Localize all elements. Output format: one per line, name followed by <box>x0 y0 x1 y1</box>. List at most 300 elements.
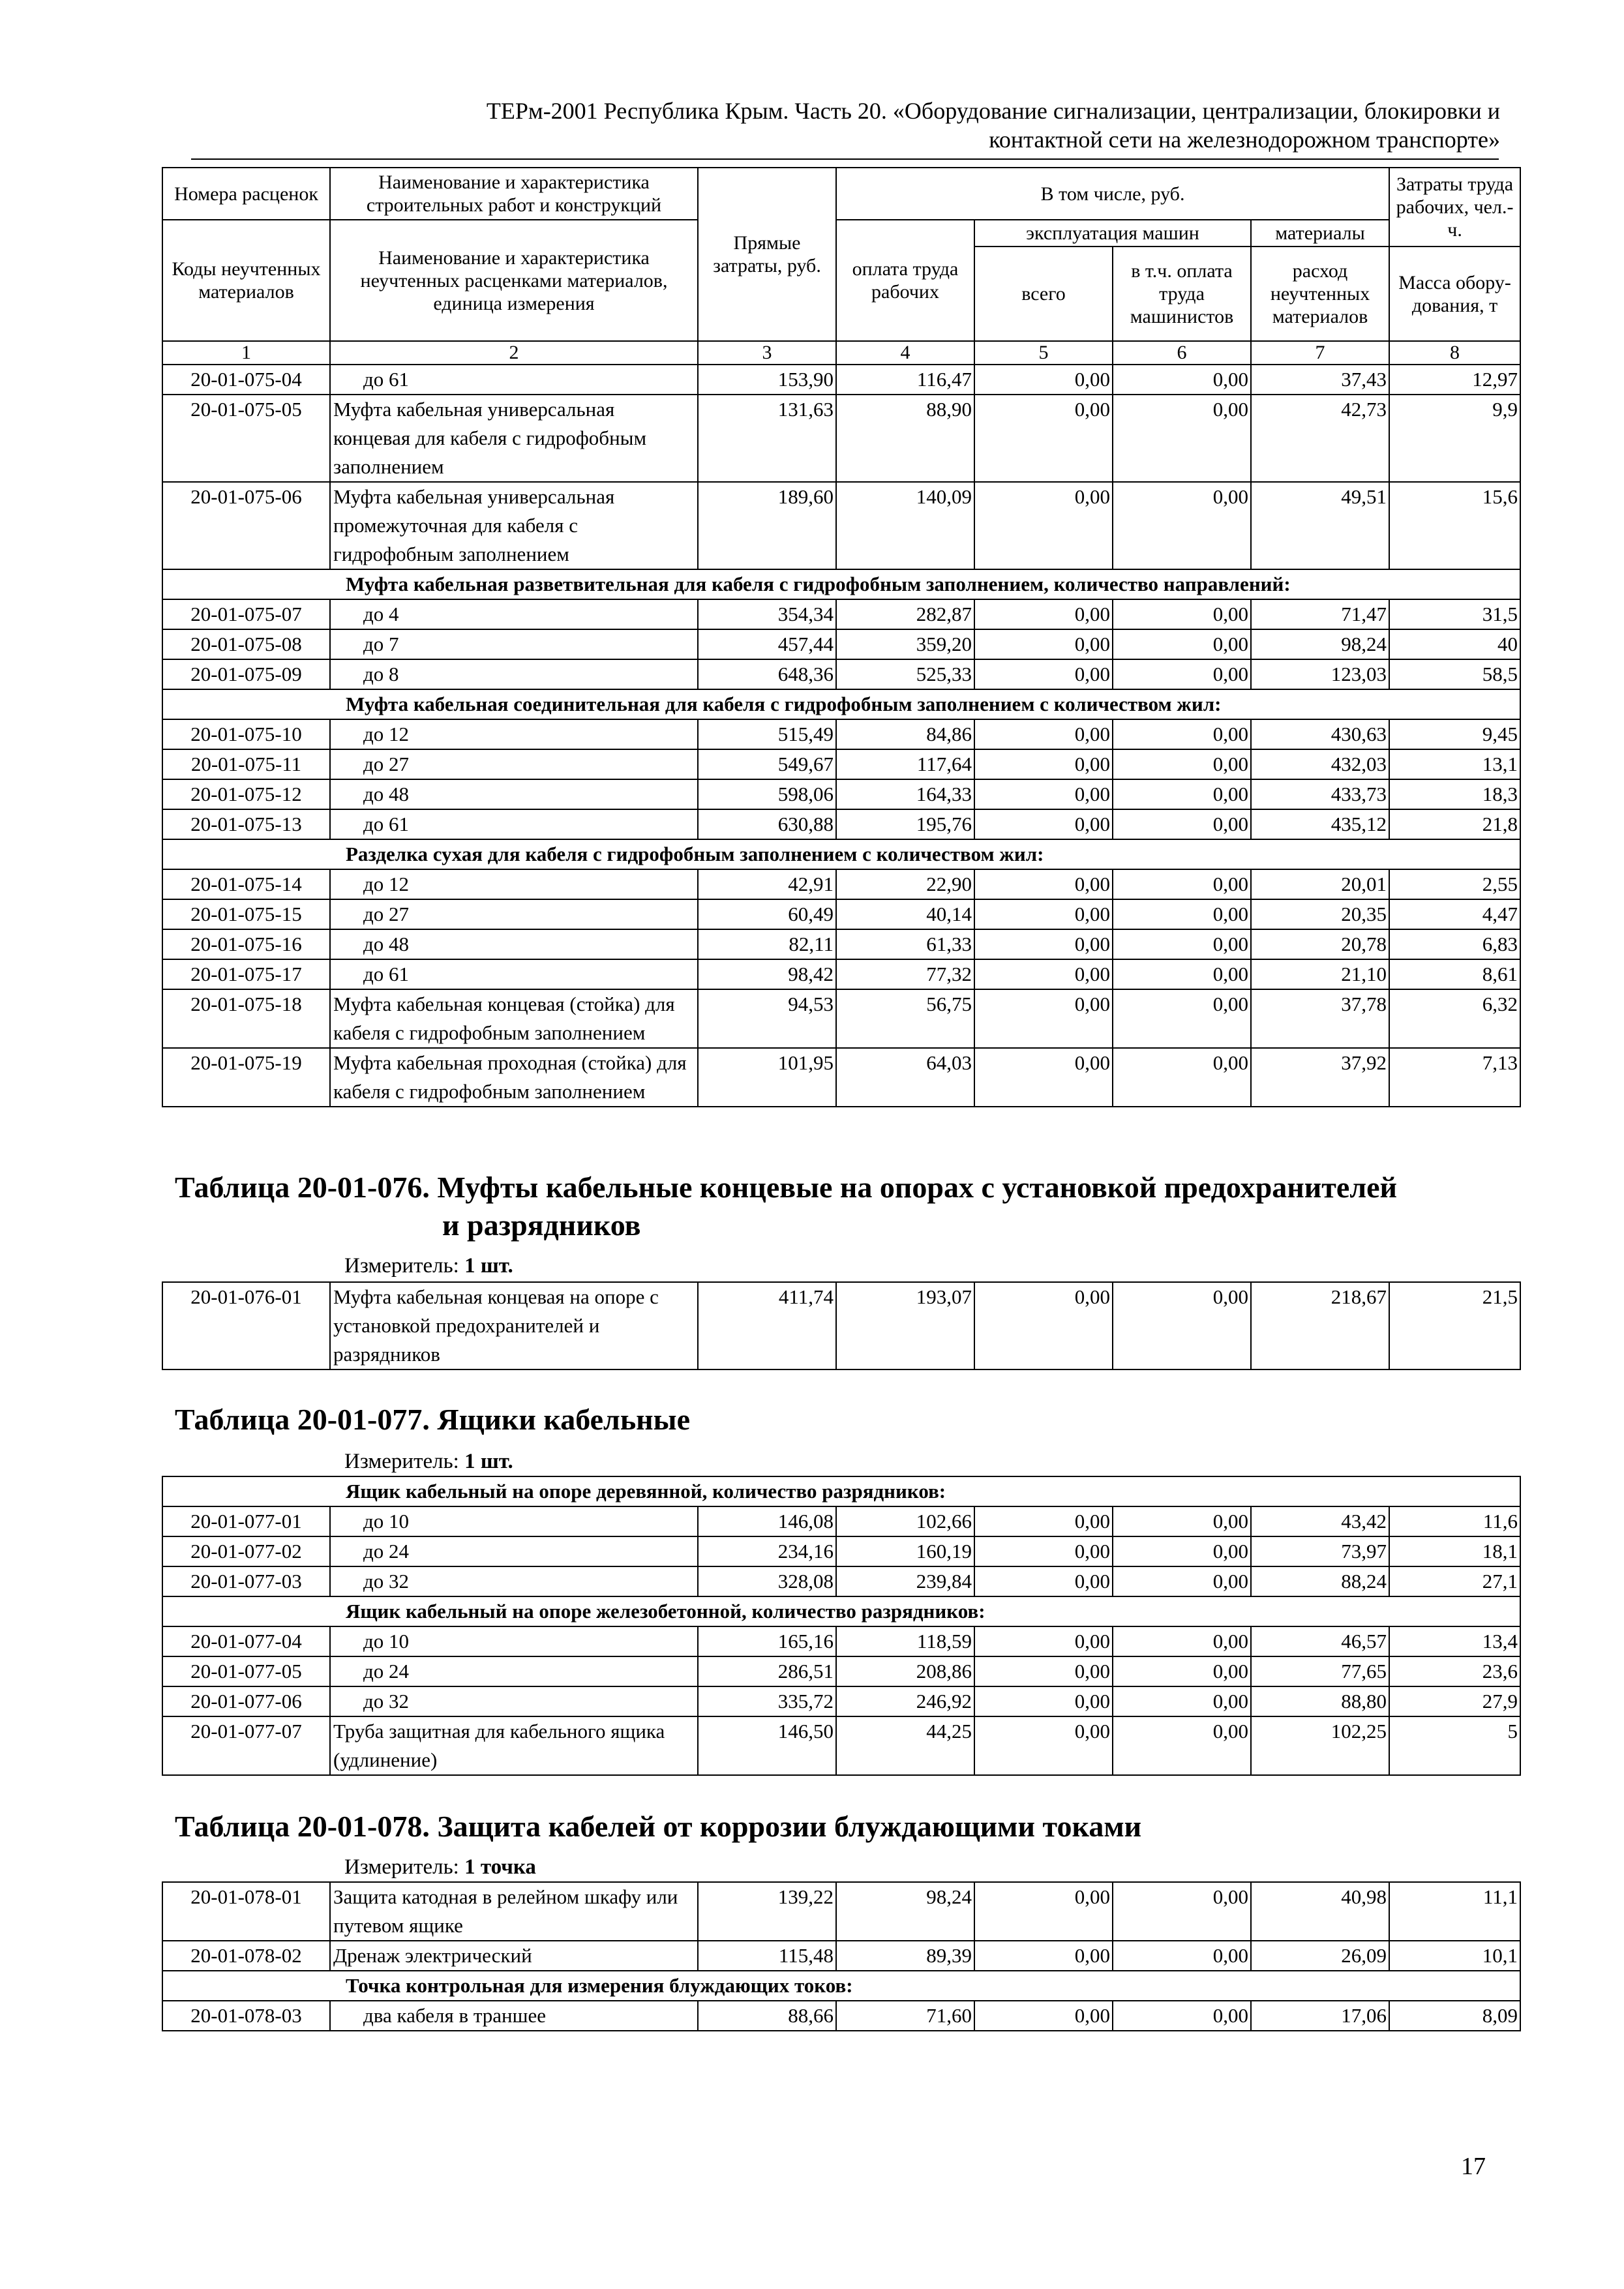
machine-costs: 0,00 <box>974 599 1113 629</box>
worker-wages: 117,64 <box>836 749 974 779</box>
direct-costs: 42,91 <box>698 869 836 899</box>
header-machines: эксплуатация машин <box>974 220 1251 247</box>
machine-costs: 0,00 <box>974 869 1113 899</box>
labor-hours: 40 <box>1389 629 1520 659</box>
worker-wages: 160,19 <box>836 1536 974 1566</box>
rate-code: 20-01-075-14 <box>162 869 330 899</box>
rate-row <box>162 1941 1520 1971</box>
direct-costs: 630,88 <box>698 809 836 839</box>
rates-table-076 <box>162 1281 1521 1370</box>
worker-wages: 246,92 <box>836 1686 974 1716</box>
rate-name: Муфта кабельная концевая (стойка) для кабеля с гидрофобным заполнением <box>330 989 698 1048</box>
machine-costs: 0,00 <box>974 899 1113 929</box>
direct-costs: 153,90 <box>698 365 836 395</box>
materials-costs: 435,12 <box>1251 809 1389 839</box>
materials-costs: 20,78 <box>1251 929 1389 959</box>
materials-costs: 42,73 <box>1251 395 1389 482</box>
rate-code: 20-01-075-06 <box>162 482 330 569</box>
rate-code: 20-01-077-01 <box>162 1506 330 1536</box>
labor-hours: 2,55 <box>1389 869 1520 899</box>
group-heading-row <box>162 1971 1520 2001</box>
machine-costs: 0,00 <box>974 1656 1113 1686</box>
rate-row <box>162 1048 1520 1107</box>
rate-name: до 48 <box>330 929 698 959</box>
table-076-title-line1: Таблица 20-01-076. Муфты кабельные концевые на опорах с установкой предохранителей <box>175 1171 1398 1204</box>
direct-costs: 131,63 <box>698 395 836 482</box>
group-heading-row <box>162 1476 1520 1506</box>
labor-hours: 7,13 <box>1389 1048 1520 1107</box>
machine-costs: 0,00 <box>974 809 1113 839</box>
group-heading: Муфта кабельная разветвительная для кабеля с гидрофобным заполнением, количество направлений: <box>162 569 1520 599</box>
worker-wages: 71,60 <box>836 2001 974 2031</box>
rate-code: 20-01-075-16 <box>162 929 330 959</box>
machinist-wages: 0,00 <box>1113 809 1251 839</box>
machinist-wages: 0,00 <box>1113 629 1251 659</box>
direct-costs: 335,72 <box>698 1686 836 1716</box>
rate-name: Муфта кабельная универсальная концевая для кабеля с гидрофобным заполнением <box>330 395 698 482</box>
worker-wages: 89,39 <box>836 1941 974 1971</box>
materials-costs: 43,42 <box>1251 1506 1389 1536</box>
rate-name: до 12 <box>330 869 698 899</box>
direct-costs: 94,53 <box>698 989 836 1048</box>
rate-code: 20-01-075-15 <box>162 899 330 929</box>
machine-costs: 0,00 <box>974 1566 1113 1596</box>
materials-costs: 102,25 <box>1251 1716 1389 1775</box>
rate-name: до 24 <box>330 1536 698 1566</box>
rate-row <box>162 482 1520 569</box>
worker-wages: 195,76 <box>836 809 974 839</box>
materials-costs: 430,63 <box>1251 719 1389 749</box>
materials-costs: 20,35 <box>1251 899 1389 929</box>
materials-costs: 88,80 <box>1251 1686 1389 1716</box>
machinist-wages: 0,00 <box>1113 599 1251 629</box>
labor-hours: 18,3 <box>1389 779 1520 809</box>
materials-costs: 88,24 <box>1251 1566 1389 1596</box>
index-cell: 4 <box>836 341 974 365</box>
rate-code: 20-01-078-02 <box>162 1941 330 1971</box>
worker-wages: 359,20 <box>836 629 974 659</box>
labor-hours: 58,5 <box>1389 659 1520 689</box>
worker-wages: 77,32 <box>836 959 974 989</box>
header-material-codes: Коды неучтенных материалов <box>162 220 330 341</box>
header-materials-use: расход неучтенных материалов <box>1251 247 1389 341</box>
header-direct-costs: Прямые затраты, руб. <box>698 168 836 341</box>
header-labor-costs: Затраты труда рабочих, чел.-ч. <box>1389 168 1520 247</box>
worker-wages: 116,47 <box>836 365 974 395</box>
machine-costs: 0,00 <box>974 719 1113 749</box>
machine-costs: 0,00 <box>974 1941 1113 1971</box>
machine-costs: 0,00 <box>974 1686 1113 1716</box>
header-row-2 <box>162 220 1520 247</box>
machine-costs: 0,00 <box>974 395 1113 482</box>
rate-name: до 61 <box>330 809 698 839</box>
header-equipment-mass: Масса обору-дования, т <box>1389 247 1520 341</box>
rate-row <box>162 959 1520 989</box>
direct-costs: 82,11 <box>698 929 836 959</box>
labor-hours: 27,1 <box>1389 1566 1520 1596</box>
machine-costs: 0,00 <box>974 659 1113 689</box>
machinist-wages: 0,00 <box>1113 1566 1251 1596</box>
rate-row <box>162 1686 1520 1716</box>
rate-row <box>162 1506 1520 1536</box>
direct-costs: 98,42 <box>698 959 836 989</box>
rate-code: 20-01-077-04 <box>162 1626 330 1656</box>
machinist-wages: 0,00 <box>1113 1626 1251 1656</box>
table-076-title <box>175 1169 1512 1244</box>
direct-costs: 139,22 <box>698 1882 836 1941</box>
rate-code: 20-01-077-03 <box>162 1566 330 1596</box>
rate-name: до 32 <box>330 1686 698 1716</box>
labor-hours: 9,45 <box>1389 719 1520 749</box>
machinist-wages: 0,00 <box>1113 989 1251 1048</box>
labor-hours: 31,5 <box>1389 599 1520 629</box>
rate-name: до 12 <box>330 719 698 749</box>
rate-row <box>162 1716 1520 1775</box>
worker-wages: 56,75 <box>836 989 974 1048</box>
materials-costs: 20,01 <box>1251 869 1389 899</box>
rate-code: 20-01-077-06 <box>162 1686 330 1716</box>
group-heading: Ящик кабельный на опоре железобетонной, количество разрядников: <box>162 1596 1520 1626</box>
labor-hours: 27,9 <box>1389 1686 1520 1716</box>
labor-hours: 12,97 <box>1389 365 1520 395</box>
group-heading: Ящик кабельный на опоре деревянной, количество разрядников: <box>162 1476 1520 1506</box>
machine-costs: 0,00 <box>974 989 1113 1048</box>
worker-wages: 22,90 <box>836 869 974 899</box>
header-work-name: Наименование и характеристика строительных работ и конструкций <box>330 168 698 220</box>
group-heading: Точка контрольная для измерения блуждающих токов: <box>162 1971 1520 2001</box>
rate-name: до 27 <box>330 749 698 779</box>
machinist-wages: 0,00 <box>1113 1882 1251 1941</box>
labor-hours: 13,1 <box>1389 749 1520 779</box>
rate-name: Защита катодная в релейном шкафу или путевом ящике <box>330 1882 698 1941</box>
rate-code: 20-01-075-04 <box>162 365 330 395</box>
rate-name: до 61 <box>330 959 698 989</box>
machinist-wages: 0,00 <box>1113 719 1251 749</box>
rate-name: до 24 <box>330 1656 698 1686</box>
header-machines-total: всего <box>974 247 1113 341</box>
direct-costs: 60,49 <box>698 899 836 929</box>
machine-costs: 0,00 <box>974 482 1113 569</box>
materials-costs: 17,06 <box>1251 2001 1389 2031</box>
rate-code: 20-01-076-01 <box>162 1282 330 1369</box>
machine-costs: 0,00 <box>974 1882 1113 1941</box>
rate-row <box>162 719 1520 749</box>
worker-wages: 193,07 <box>836 1282 974 1369</box>
labor-hours: 21,5 <box>1389 1282 1520 1369</box>
direct-costs: 88,66 <box>698 2001 836 2031</box>
direct-costs: 115,48 <box>698 1941 836 1971</box>
machinist-wages: 0,00 <box>1113 1506 1251 1536</box>
worker-wages: 40,14 <box>836 899 974 929</box>
rate-row <box>162 929 1520 959</box>
group-heading-row <box>162 689 1520 719</box>
header-rate-numbers: Номера расценок <box>162 168 330 220</box>
direct-costs: 189,60 <box>698 482 836 569</box>
worker-wages: 44,25 <box>836 1716 974 1775</box>
rate-row <box>162 1536 1520 1566</box>
table-076-title-line2: и разрядников <box>442 1208 641 1242</box>
machine-costs: 0,00 <box>974 1282 1113 1369</box>
rate-name: до 32 <box>330 1566 698 1596</box>
header-materials: материалы <box>1251 220 1389 247</box>
rate-code: 20-01-077-02 <box>162 1536 330 1566</box>
worker-wages: 140,09 <box>836 482 974 569</box>
worker-wages: 525,33 <box>836 659 974 689</box>
table-077-measure <box>344 1448 513 1475</box>
rate-code: 20-01-078-03 <box>162 2001 330 2031</box>
machinist-wages: 0,00 <box>1113 899 1251 929</box>
rate-code: 20-01-075-11 <box>162 749 330 779</box>
worker-wages: 208,86 <box>836 1656 974 1686</box>
machine-costs: 0,00 <box>974 1048 1113 1107</box>
rate-name: до 8 <box>330 659 698 689</box>
machinist-wages: 0,00 <box>1113 1282 1251 1369</box>
machinist-wages: 0,00 <box>1113 779 1251 809</box>
running-head-line1: ТЕРм-2001 Республика Крым. Часть 20. «Оборудование сигнализации, централизации, блокировки и <box>486 98 1500 124</box>
rate-row <box>162 779 1520 809</box>
group-heading-row <box>162 569 1520 599</box>
materials-costs: 26,09 <box>1251 1941 1389 1971</box>
labor-hours: 6,32 <box>1389 989 1520 1048</box>
rate-row <box>162 749 1520 779</box>
machinist-wages: 0,00 <box>1113 1716 1251 1775</box>
materials-costs: 433,73 <box>1251 779 1389 809</box>
measure-label: Измеритель: <box>344 1254 459 1278</box>
machinist-wages: 0,00 <box>1113 749 1251 779</box>
rate-code: 20-01-075-19 <box>162 1048 330 1107</box>
materials-costs: 218,67 <box>1251 1282 1389 1369</box>
worker-wages: 282,87 <box>836 599 974 629</box>
rate-name: Дренаж электрический <box>330 1941 698 1971</box>
rate-row <box>162 629 1520 659</box>
rate-name: до 48 <box>330 779 698 809</box>
rate-code: 20-01-075-10 <box>162 719 330 749</box>
direct-costs: 457,44 <box>698 629 836 659</box>
labor-hours: 10,1 <box>1389 1941 1520 1971</box>
index-cell: 2 <box>330 341 698 365</box>
index-cell: 5 <box>974 341 1113 365</box>
table-076-measure <box>344 1252 513 1279</box>
rate-row <box>162 1656 1520 1686</box>
rate-row <box>162 809 1520 839</box>
worker-wages: 98,24 <box>836 1882 974 1941</box>
rate-name: Труба защитная для кабельного ящика (удлинение) <box>330 1716 698 1775</box>
rates-table-077 <box>162 1476 1521 1776</box>
machinist-wages: 0,00 <box>1113 869 1251 899</box>
materials-costs: 37,92 <box>1251 1048 1389 1107</box>
rate-row <box>162 1282 1520 1369</box>
machinist-wages: 0,00 <box>1113 1656 1251 1686</box>
machinist-wages: 0,00 <box>1113 395 1251 482</box>
machine-costs: 0,00 <box>974 1536 1113 1566</box>
materials-costs: 37,78 <box>1251 989 1389 1048</box>
rate-code: 20-01-078-01 <box>162 1882 330 1941</box>
measure-label: Измеритель: <box>344 1855 459 1879</box>
rate-name: Муфта кабельная проходная (стойка) для кабеля с гидрофобным заполнением <box>330 1048 698 1107</box>
machine-costs: 0,00 <box>974 929 1113 959</box>
table-077-title: Таблица 20-01-077. Ящики кабельные <box>175 1403 690 1436</box>
measure-value: 1 шт. <box>464 1254 513 1278</box>
measure-label: Измеритель: <box>344 1450 459 1473</box>
labor-hours: 8,09 <box>1389 2001 1520 2031</box>
worker-wages: 102,66 <box>836 1506 974 1536</box>
labor-hours: 4,47 <box>1389 899 1520 929</box>
header-material-name: Наименование и характеристика неучтенных расценками материалов, единица измерения <box>330 220 698 341</box>
machinist-wages: 0,00 <box>1113 959 1251 989</box>
machine-costs: 0,00 <box>974 1506 1113 1536</box>
materials-costs: 432,03 <box>1251 749 1389 779</box>
machine-costs: 0,00 <box>974 629 1113 659</box>
machine-costs: 0,00 <box>974 2001 1113 2031</box>
header-machinist-wages: в т.ч. оплата труда машинистов <box>1113 247 1251 341</box>
labor-hours: 9,9 <box>1389 395 1520 482</box>
rate-name: до 7 <box>330 629 698 659</box>
machinist-wages: 0,00 <box>1113 482 1251 569</box>
labor-hours: 18,1 <box>1389 1536 1520 1566</box>
rate-code: 20-01-075-12 <box>162 779 330 809</box>
labor-hours: 11,1 <box>1389 1882 1520 1941</box>
labor-hours: 15,6 <box>1389 482 1520 569</box>
worker-wages: 118,59 <box>836 1626 974 1656</box>
worker-wages: 239,84 <box>836 1566 974 1596</box>
rate-name: до 27 <box>330 899 698 929</box>
running-head-line2: контактной сети на железнодорожном транспорте» <box>989 127 1500 153</box>
machine-costs: 0,00 <box>974 365 1113 395</box>
direct-costs: 648,36 <box>698 659 836 689</box>
labor-hours: 6,83 <box>1389 929 1520 959</box>
index-cell: 3 <box>698 341 836 365</box>
index-cell: 7 <box>1251 341 1389 365</box>
rate-row <box>162 365 1520 395</box>
rate-name: до 10 <box>330 1506 698 1536</box>
table-078-measure <box>344 1853 536 1881</box>
materials-costs: 49,51 <box>1251 482 1389 569</box>
direct-costs: 146,08 <box>698 1506 836 1536</box>
page-number: 17 <box>1461 2153 1486 2180</box>
direct-costs: 286,51 <box>698 1656 836 1686</box>
rate-code: 20-01-075-07 <box>162 599 330 629</box>
measure-value: 1 точка <box>464 1855 536 1879</box>
machinist-wages: 0,00 <box>1113 659 1251 689</box>
rate-row <box>162 1882 1520 1941</box>
measure-value: 1 шт. <box>464 1450 513 1473</box>
labor-hours: 8,61 <box>1389 959 1520 989</box>
direct-costs: 515,49 <box>698 719 836 749</box>
rates-table-075 <box>162 167 1521 1107</box>
rate-row <box>162 659 1520 689</box>
direct-costs: 101,95 <box>698 1048 836 1107</box>
index-cell: 6 <box>1113 341 1251 365</box>
materials-costs: 71,47 <box>1251 599 1389 629</box>
direct-costs: 328,08 <box>698 1566 836 1596</box>
rate-row <box>162 1566 1520 1596</box>
rate-name: до 10 <box>330 1626 698 1656</box>
index-cell: 8 <box>1389 341 1520 365</box>
machine-costs: 0,00 <box>974 959 1113 989</box>
machine-costs: 0,00 <box>974 1716 1113 1775</box>
rate-name: Муфта кабельная концевая на опоре с установкой предохранителей и разрядников <box>330 1282 698 1369</box>
group-heading: Муфта кабельная соединительная для кабеля с гидрофобным заполнением с количеством жил: <box>162 689 1520 719</box>
labor-hours: 13,4 <box>1389 1626 1520 1656</box>
materials-costs: 46,57 <box>1251 1626 1389 1656</box>
rate-code: 20-01-075-13 <box>162 809 330 839</box>
group-heading-row <box>162 1596 1520 1626</box>
direct-costs: 354,34 <box>698 599 836 629</box>
rates-table-078 <box>162 1881 1521 2031</box>
rate-name: до 4 <box>330 599 698 629</box>
rate-row <box>162 869 1520 899</box>
materials-costs: 77,65 <box>1251 1656 1389 1686</box>
worker-wages: 64,03 <box>836 1048 974 1107</box>
direct-costs: 234,16 <box>698 1536 836 1566</box>
rate-name: Муфта кабельная универсальная промежуточная для кабеля с гидрофобным заполнением <box>330 482 698 569</box>
table-078-title: Таблица 20-01-078. Защита кабелей от коррозии блуждающими токами <box>175 1810 1142 1843</box>
machine-costs: 0,00 <box>974 1626 1113 1656</box>
header-including: В том числе, руб. <box>836 168 1389 220</box>
materials-costs: 98,24 <box>1251 629 1389 659</box>
direct-costs: 598,06 <box>698 779 836 809</box>
machine-costs: 0,00 <box>974 749 1113 779</box>
direct-costs: 146,50 <box>698 1716 836 1775</box>
rate-name: два кабеля в траншее <box>330 2001 698 2031</box>
materials-costs: 73,97 <box>1251 1536 1389 1566</box>
rate-code: 20-01-075-09 <box>162 659 330 689</box>
machinist-wages: 0,00 <box>1113 1048 1251 1107</box>
worker-wages: 84,86 <box>836 719 974 749</box>
machinist-wages: 0,00 <box>1113 2001 1251 2031</box>
group-heading: Разделка сухая для кабеля с гидрофобным заполнением с количеством жил: <box>162 839 1520 869</box>
worker-wages: 61,33 <box>836 929 974 959</box>
machinist-wages: 0,00 <box>1113 929 1251 959</box>
rate-name: до 61 <box>330 365 698 395</box>
running-head <box>215 97 1500 154</box>
rate-row <box>162 1626 1520 1656</box>
labor-hours: 11,6 <box>1389 1506 1520 1536</box>
direct-costs: 165,16 <box>698 1626 836 1656</box>
materials-costs: 123,03 <box>1251 659 1389 689</box>
rate-code: 20-01-075-05 <box>162 395 330 482</box>
rate-code: 20-01-075-17 <box>162 959 330 989</box>
machinist-wages: 0,00 <box>1113 365 1251 395</box>
header-wages: оплата труда рабочих <box>836 220 974 341</box>
header-row-1 <box>162 168 1520 220</box>
rate-row <box>162 599 1520 629</box>
labor-hours: 21,8 <box>1389 809 1520 839</box>
direct-costs: 549,67 <box>698 749 836 779</box>
rate-code: 20-01-075-18 <box>162 989 330 1048</box>
header-index-row <box>162 341 1520 365</box>
materials-costs: 40,98 <box>1251 1882 1389 1941</box>
index-cell: 1 <box>162 341 330 365</box>
labor-hours: 23,6 <box>1389 1656 1520 1686</box>
machinist-wages: 0,00 <box>1113 1941 1251 1971</box>
rate-row <box>162 899 1520 929</box>
rate-code: 20-01-077-05 <box>162 1656 330 1686</box>
worker-wages: 88,90 <box>836 395 974 482</box>
rate-code: 20-01-075-08 <box>162 629 330 659</box>
rate-row <box>162 2001 1520 2031</box>
header-rule <box>191 158 1499 160</box>
rate-row <box>162 395 1520 482</box>
rate-code: 20-01-077-07 <box>162 1716 330 1775</box>
group-heading-row <box>162 839 1520 869</box>
direct-costs: 411,74 <box>698 1282 836 1369</box>
machine-costs: 0,00 <box>974 779 1113 809</box>
rate-row <box>162 989 1520 1048</box>
machinist-wages: 0,00 <box>1113 1536 1251 1566</box>
materials-costs: 21,10 <box>1251 959 1389 989</box>
worker-wages: 164,33 <box>836 779 974 809</box>
